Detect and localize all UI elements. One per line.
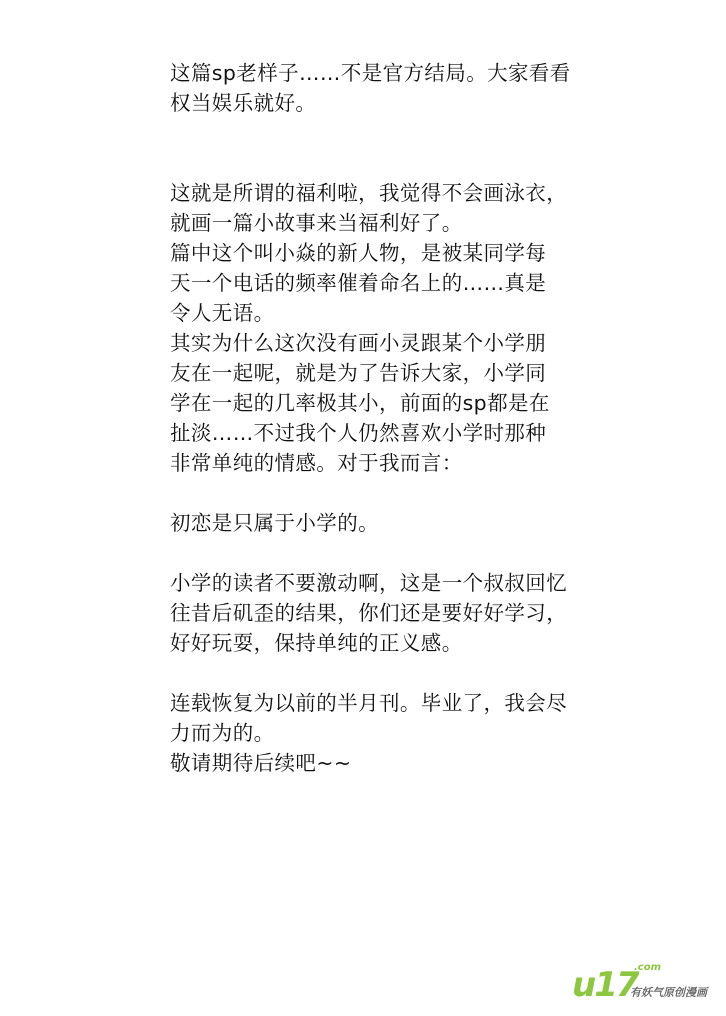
text-line: 令人无语。 <box>170 301 275 325</box>
paragraph-1 <box>170 58 610 118</box>
text-line: 其实为什么这次没有画小灵跟某个小学朋 <box>170 331 547 355</box>
author-note <box>170 58 610 778</box>
paragraph-gap <box>170 538 610 568</box>
paragraph-gap <box>170 118 610 178</box>
text-line: 初恋是只属于小学的。 <box>170 511 379 535</box>
paragraph-3 <box>170 508 610 538</box>
paragraph-4 <box>170 568 610 658</box>
text-line: 敬请期待后续吧~~ <box>170 751 352 775</box>
text-line: 就画一篇小故事来当福利好了。 <box>170 211 463 235</box>
paragraph-gap <box>170 658 610 688</box>
logo-slogan: 有妖气原创漫画 <box>630 986 707 999</box>
text-line: 这就是所谓的福利啦，我觉得不会画泳衣， <box>170 181 568 205</box>
text-line: 力而为的。 <box>170 721 275 745</box>
text-line: 往昔后矶歪的结果，你们还是要好好学习， <box>170 601 568 625</box>
text-line: 权当娱乐就好。 <box>170 91 317 115</box>
text-line: 小学的读者不要激动啊，这是一个叔叔回忆 <box>170 571 568 595</box>
paragraph-5 <box>170 688 610 778</box>
text-line: 非常单纯的情感。对于我而言： <box>170 451 463 475</box>
logo-mark: u17 <box>572 965 638 1005</box>
text-line: 篇中这个叫小焱的新人物，是被某同学每 <box>170 241 547 265</box>
logo-domain: .com <box>634 962 662 973</box>
paragraph-gap <box>170 478 610 508</box>
text-line: 扯淡……不过我个人仍然喜欢小学时那种 <box>170 421 547 445</box>
text-line: 天一个电话的频率催着命名上的……真是 <box>170 271 547 295</box>
text-line: 连载恢复为以前的半月刊。毕业了，我会尽 <box>170 691 568 715</box>
paragraph-2 <box>170 178 610 478</box>
text-line: 友在一起呢，就是为了告诉大家，小学同 <box>170 361 547 385</box>
text-line: 好好玩耍，保持单纯的正义感。 <box>170 631 463 655</box>
text-line: 这篇sp老样子……不是官方结局。大家看看 <box>170 61 571 85</box>
u17-watermark-logo <box>572 960 712 1006</box>
text-line: 学在一起的几率极其小，前面的sp都是在 <box>170 391 550 415</box>
